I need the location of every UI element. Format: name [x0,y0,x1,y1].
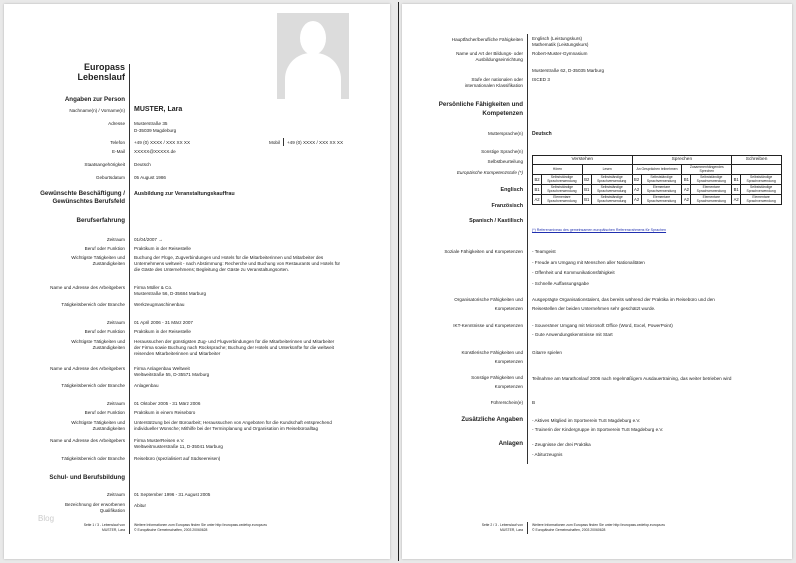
address-label: Adresse [108,121,125,126]
silhouette-body [285,53,341,99]
mother-tongue-value: Deutsch [532,131,552,137]
cell-code: A2 [682,195,691,205]
social-item-1: - Teamgeist [532,249,556,254]
art-skills-value: Gitarre spielen [532,350,562,355]
footer-page-number: Seite 2 / 3 - Lebenslauf von [481,523,523,527]
language-name-english: Englisch [500,187,523,193]
job3-position-label: Beruf oder Funktion [84,410,125,415]
cv-page-2 [402,4,792,559]
footer-info: Weitere Informationen zum Europass finden Sie unter http://europass.cedefop.europa.eu [134,523,268,527]
watermark: Blog [38,514,55,523]
address-line1: Musterstraße 35 [134,121,168,126]
job2-duties-label-1: Wichtigste Tätigkeiten und [71,339,125,344]
level-value: ISCED 3 [532,77,550,82]
footer-author: MUSTER, Lara [102,528,125,532]
footer-info: Weitere Informationen zum Europass finden Sie unter http://europass.cedefop.europa.eu [532,523,666,527]
birthdate-label: Geburtsdatum [95,175,125,180]
cell-desc: Selbstständige Sprachverwendung [591,175,632,185]
cell-code: B1 [732,185,741,195]
job3-period: 01 Oktober 2005 - 31 März 2006 [134,401,201,406]
experience-section-title: Berufserfahrung [76,217,125,224]
cell-code: B2 [582,175,591,185]
cell-code: B2 [632,175,641,185]
education-qual-label-2: Qualifikation [99,508,125,513]
desired-job-label-1: Gewünschte Beschäftigung / [40,190,125,197]
org-skills-label-1: Organisatorische Fähigkeiten und [454,297,523,302]
education-period: 01 September 1996 - 31 August 2005 [134,492,211,497]
footer-author: MUSTER, Lara [500,528,523,532]
cell-desc: Selbstständige Sprachverwendung [741,185,782,195]
column-divider [527,34,528,464]
job3-duties-line1: Unterstützung bei der Büroarbeit; Heraussuchen von Angeboten für die Kundschaft entsprechend [134,420,332,425]
page-separator [398,2,399,561]
job1-sector: Werkzeugmaschinenbau [134,302,185,307]
mother-tongue-label: Muttersprache(n) [488,131,523,136]
sub-production: Zusammenhängendes Sprechen [682,165,732,175]
institution-value-2: Musterstraße 62, D-35035 Marburg [532,68,604,73]
personal-section-title: Angaben zur Person [64,96,125,103]
cell-code: A2 [533,195,542,205]
table-subheader-row [533,165,782,175]
table-row-spanish [533,195,782,205]
education-qual-value: Abitur [134,503,147,508]
social-item-2: - Freude am Umgang mit Menschen aller Nationalitäten [532,260,645,265]
institution-value-1: Robert-Muster-Gymnasium [532,51,588,56]
cell-desc: Elementare Sprachverwendung [691,185,732,195]
cell-desc: Selbstständige Sprachverwendung [542,185,583,195]
silhouette-head [300,21,326,55]
job3-sector: Reisebüro (spezialisiert auf Südseereisen) [134,456,221,461]
level-label-1: Stufe der nationalen oder [471,77,523,82]
annex-item-2: - Abiturzeugnis [532,452,563,457]
cell-desc: Selbstständige Sprachverwendung [691,175,732,185]
job1-period: 01/04/2007 → [134,237,163,242]
sub-interaction: An Gesprächen teilnehmen [632,165,682,175]
job1-employer-line1: Firma Müller & Co. [134,285,173,290]
table-row-french [533,185,782,195]
self-assessment-label: Selbstbeurteilung [487,159,523,164]
cell-desc: Elementare Sprachverwendung [641,195,682,205]
skills-section-title-1: Persönliche Fähigkeiten und [438,101,523,108]
additional-item-2: - Trainerin der Kindergruppe im Sportverein TuS Magdeburg e.V. [532,427,664,432]
subjects-value-2: Mathematik (Leistungskurs) [532,42,589,47]
doc-title-europass: Europass [83,62,125,72]
cell-desc: Selbstständige Sprachverwendung [741,175,782,185]
job1-duties-line1: Buchung der Flüge, Zugverbindungen und Hotels für die Mitarbeiterinnen und Mitarbeiter des [134,255,324,260]
cell-desc: Selbstständige Sprachverwendung [591,195,632,205]
other-skills-label-2: Kompetenzen [494,384,523,389]
footer-copyright: © Europäische Gemeinschaften, 2003 20060628 [134,528,208,532]
other-languages-label: Sonstige Sprache(n) [481,149,523,154]
column-divider [129,64,130,534]
footer-divider [129,522,130,534]
job2-employer-line2: Weltweitstraße 55, D-35571 Marburg [134,372,210,377]
mobile-label: Mobil [269,140,280,145]
job1-position-label: Beruf oder Funktion [84,246,125,251]
phone-label: Telefon [110,140,125,145]
sub-listening: Hören [533,165,583,175]
other-skills-value: Teilnahme am Marathonlauf 2006 nach regelmäßigem Ausdauertraining, das weiter betrieben wird [532,376,732,381]
annex-section-title: Anlagen [498,440,523,447]
job1-duties-line2: Unternehmens weltweit - nach Abstimmung: Recherche und Buchung von Restaurants und Hotels für [134,261,341,266]
cell-code: B1 [582,195,591,205]
job1-duties-label-1: Wichtigste Tätigkeiten und [71,255,125,260]
language-table [532,155,782,205]
job3-duties-line2: individueller Wünsche; Mithilfe bei der Terminplanung und Organisation im Reisebüroalltag [134,426,319,431]
org-skills-value-1: Ausgeprägte Organisationstalent, das bereits während der Praktika im Reisebüro und den [532,297,715,302]
subjects-label: Hauptfächer/berufliche Fähigkeiten [451,37,523,42]
job1-employer-label: Name und Adresse des Arbeitgebers [50,285,125,290]
social-skills-label: Soziale Fähigkeiten und Kompetenzen [444,249,523,254]
job2-employer-line1: Firma Anlagenbau Weltweit [134,366,190,371]
job1-duties-line3: die Gäste des Unternehmens; Begleitung der Gäste zu Veranstaltungsorten. [134,267,290,272]
sub-reading: Lesen [582,165,632,175]
job1-sector-label: Tätigkeitsbereich oder Branche [61,302,125,307]
job2-duties-line3: reisenden Mitarbeiterinnen und Mitarbeiter [134,351,221,356]
cell-code: B1 [533,185,542,195]
nationality-label: Staatsangehörigkeit [84,162,125,167]
other-skills-label-1: Sonstige Fähigkeiten und [471,375,523,380]
art-skills-label-1: Künstlerische Fähigkeiten und [461,350,523,355]
profile-photo-placeholder [277,13,349,99]
skills-section-title-2: Kompetenzen [482,110,523,117]
job2-sector: Anlagenbau [134,383,159,388]
nationality-value: Deutsch [134,162,151,167]
sub-writing-empty [732,165,782,175]
phone-value: +49 (0) XXXX / XXX XX XX [134,140,191,145]
job2-position: Praktikum in der Reisestelle [134,329,191,334]
header-understanding: Verstehen [533,156,633,165]
job1-period-label: Zeitraum [106,237,125,242]
job2-duties-line2: der Firma sowie Buchung nach Rücksprache; Buchung der Hotels und Unterkünfte für die weltweit [134,345,334,350]
language-name-french: Französisch [491,203,523,209]
job1-employer-line2: Musterstraße 56, D-35684 Marburg [134,291,206,296]
job2-period-label: Zeitraum [106,320,125,325]
desired-job-value: Ausbildung zur Veranstaltungskauffrau [134,191,235,197]
job1-position: Praktikum in der Reisestelle [134,246,191,251]
header-speaking: Sprechen [632,156,732,165]
license-value: B [532,400,536,405]
job2-sector-label: Tätigkeitsbereich oder Branche [61,383,125,388]
footer-page-number: Seite 1 / 3 - Lebenslauf von [83,523,125,527]
footer-copyright: © Europäische Gemeinschaften, 2003 20060628 [532,528,606,532]
job2-duties-line1: Heraussuchen der günstigsten Zug- und Flugverbindungen für die Mitarbeiterinnen und Mitarbeiter [134,339,335,344]
desired-job-label-2: Gewünschtes Berufsfeld [52,198,125,205]
mobile-divider [283,138,284,146]
cell-code: A2 [632,185,641,195]
name-label: Nachname(n) / Vorname(n) [69,108,125,113]
birthdate-value: 05 August 1986 [134,175,166,180]
job3-duties-label-1: Wichtigste Tätigkeiten und [71,420,125,425]
license-label: Führerschein(e) [490,400,523,405]
job2-employer-label: Name und Adresse des Arbeitgebers [50,366,125,371]
social-item-4: - Schnelle Auffassungsgabe [532,281,589,286]
cell-code: B1 [732,175,741,185]
cell-desc: Selbstständige Sprachverwendung [641,175,682,185]
job3-employer-line1: Firma MusterReisen e.V. [134,438,185,443]
cell-code: B1 [582,185,591,195]
ict-item-2: - Gute Anwendungskenntnisse mit Start [532,332,613,337]
job3-employer-label: Name und Adresse des Arbeitgebers [50,438,125,443]
education-period-label: Zeitraum [106,492,125,497]
job3-sector-label: Tätigkeitsbereich oder Branche [61,456,125,461]
footer-divider [527,522,528,534]
cell-desc: Selbstständige Sprachverwendung [591,185,632,195]
email-value: XXXXX@XXXXX.de [134,149,176,154]
annex-item-1: - Zeugnisse der drei Praktika [532,442,591,447]
institution-label-2: Ausbildungseinrichtung [475,57,523,62]
job3-employer-line2: Weltweitmusterstraße 11, D-35041 Marburg [134,444,223,449]
job3-position: Praktikum in einem Reisebüro [134,410,196,415]
cell-code: A2 [732,195,741,205]
name-value: MUSTER, Lara [134,106,183,113]
institution-label-1: Name und Art der Bildungs- oder [456,51,523,56]
language-name-spanish: Spanisch / Kastilisch [469,218,523,224]
mobile-value: +49 (0) XXXX / XXX XX XX [287,140,344,145]
additional-section-title: Zusätzliche Angaben [461,416,523,423]
doc-title-lebenslauf: Lebenslauf [77,72,125,82]
cell-code: B2 [533,175,542,185]
social-item-3: - Offenheit und Kommunikationsfähigkeit [532,270,615,275]
cv-page-1 [4,4,390,559]
cell-code: A2 [632,195,641,205]
cell-desc: Elementare Sprachverwendung [542,195,583,205]
table-row-english [533,175,782,185]
cefr-reference-link[interactable]: (*) Referenzniveau des gemeinsamen europäischen Referenzrahmens für Sprachen [532,228,667,232]
cell-desc: Elementare Sprachverwendung [741,195,782,205]
email-label: E-Mail [111,149,125,154]
subjects-value-1: Englisch (Leistungskurs) [532,36,583,41]
education-section-title: Schul- und Berufsbildung [49,474,125,481]
additional-item-1: - Aktives Mitglied im Sportverein TuS Magdeburg e.V. [532,418,641,423]
job2-period: 01 April 2006 - 31 März 2007 [134,320,193,325]
ict-skills-label: IKT-Kenntnisse und Kompetenzen [453,323,523,328]
org-skills-value-2: Reisestellen der beiden Unternehmen sehr geschätzt wurde. [532,306,656,311]
cell-desc: Elementare Sprachverwendung [691,195,732,205]
address-line2: D-35039 Magdeburg [134,128,177,133]
job3-duties-label-2: Zuständigkeiten [92,426,125,431]
job2-duties-label-2: Zuständigkeiten [92,345,125,350]
ict-item-1: - Souveräner Umgang mit Microsoft Office (Word, Excel, PowerPoint) [532,323,673,328]
job3-period-label: Zeitraum [106,401,125,406]
job2-position-label: Beruf oder Funktion [84,329,125,334]
education-qual-label-1: Bezeichnung der erworbenen [64,502,125,507]
cell-desc: Elementare Sprachverwendung [641,185,682,195]
cell-desc: Selbstständige Sprachverwendung [542,175,583,185]
art-skills-label-2: Kompetenzen [494,359,523,364]
job1-duties-label-2: Zuständigkeiten [92,261,125,266]
org-skills-label-2: Kompetenzen [494,306,523,311]
cell-code: A2 [682,185,691,195]
table-header-row [533,156,782,165]
level-note: Europäische Kompetenzstufe (*) [456,170,523,175]
level-label-2: internationalen Klassifikation [464,83,523,88]
header-writing: Schreiben [732,156,782,165]
cell-code: B1 [682,175,691,185]
